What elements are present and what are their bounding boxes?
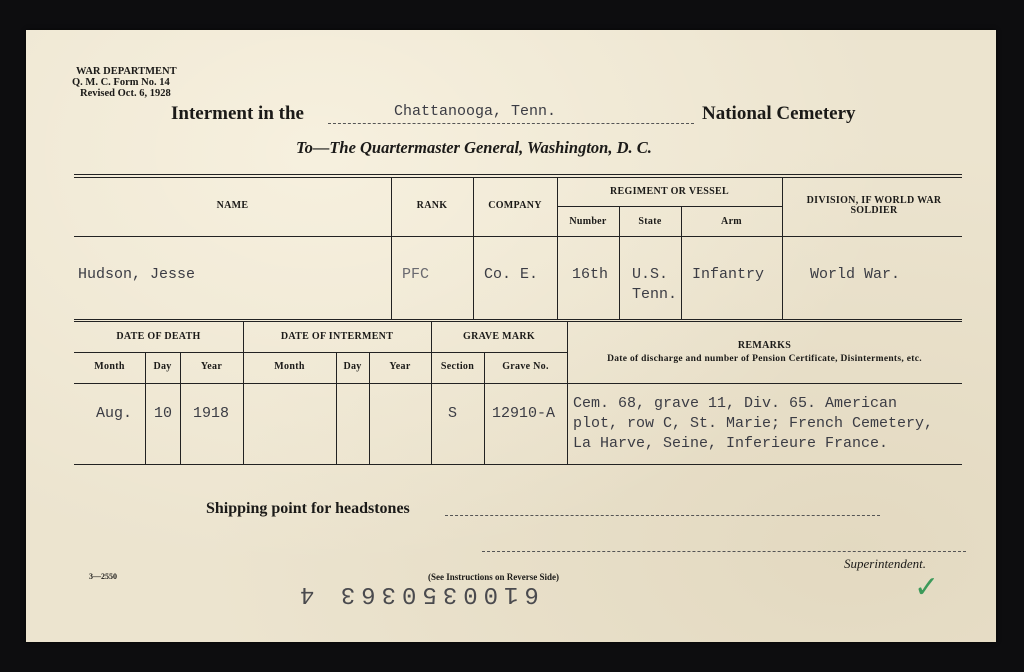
- top-table-border-top2: [74, 177, 962, 178]
- title-suffix: National Cemetery: [702, 103, 856, 124]
- regiment-subheader-divider: [557, 206, 782, 207]
- form-header: [72, 66, 177, 99]
- header-grave-no: Grave No.: [502, 361, 549, 372]
- bottom-subheader-divider: [74, 352, 567, 353]
- value-death-year: 1918: [193, 405, 230, 422]
- value-death-day: 10: [154, 405, 173, 422]
- instructions-note: (See Instructions on Reverse Side): [428, 572, 559, 582]
- superintendent-dotted-line: [482, 551, 966, 552]
- cemetery-dotted-line: [328, 123, 694, 124]
- superintendent-label: Superintendent.: [844, 556, 926, 571]
- value-section: S: [448, 405, 458, 422]
- value-death-month: Aug.: [96, 405, 133, 422]
- value-name: Hudson, Jesse: [78, 266, 196, 283]
- header-company: COMPANY: [488, 200, 542, 211]
- header-arm: Arm: [721, 216, 742, 227]
- header-remarks: REMARKS: [737, 340, 792, 351]
- value-state-line2: Tenn.: [632, 286, 678, 303]
- value-arm: Infantry: [692, 266, 765, 283]
- top-table-border-top: [74, 174, 962, 175]
- form-header-line1: WAR DEPARTMENT: [76, 66, 177, 77]
- col-divider-regiment: [557, 177, 558, 319]
- header-number: Number: [569, 216, 607, 227]
- col-divider-division: [782, 177, 783, 319]
- value-grave-no: 12910-A: [492, 405, 556, 422]
- shipping-dotted-line: [445, 515, 880, 516]
- form-header-line2: Q. M. C. Form No. 14: [72, 77, 170, 88]
- top-table-border-bottom: [74, 319, 962, 320]
- col-divider-grave-mark: [431, 321, 432, 464]
- bottom-table-border-bottom: [74, 464, 962, 465]
- form-header-line3: Revised Oct. 6, 1928: [80, 88, 171, 99]
- title-prefix: Interment in the: [171, 103, 304, 124]
- value-remarks-line2: plot, row C, St. Marie; French Cemetery,: [573, 415, 934, 432]
- value-number: 16th: [572, 266, 609, 283]
- header-division: DIVISION, IF WORLD WAR SOLDIER: [806, 195, 942, 216]
- header-death-day: Day: [153, 361, 172, 372]
- header-state: State: [638, 216, 662, 227]
- header-section: Section: [440, 361, 475, 372]
- header-date-of-interment: DATE OF INTERMENT: [280, 331, 394, 342]
- checkmark-icon: ✓: [914, 570, 940, 605]
- col-divider-rank: [391, 177, 392, 319]
- cemetery-name: Chattanooga, Tenn.: [394, 103, 557, 120]
- value-company: Co. E.: [484, 266, 539, 283]
- header-interment-year: Year: [389, 361, 411, 372]
- col-divider-company: [473, 177, 474, 319]
- header-interment-month: Month: [274, 361, 305, 372]
- header-remarks-sub: Date of discharge and number of Pension Certificate, Disinterments, etc.: [607, 354, 922, 364]
- subtitle: To—The Quartermaster General, Washington, D. C.: [296, 138, 652, 157]
- header-name: NAME: [216, 200, 249, 211]
- header-death-month: Month: [94, 361, 125, 372]
- value-division: World War.: [810, 266, 901, 283]
- value-remarks-line3: La Harve, Seine, Inferieure France.: [573, 435, 889, 452]
- header-death-year: Year: [200, 361, 223, 372]
- bottom-header-divider: [74, 383, 962, 384]
- header-date-of-death: DATE OF DEATH: [116, 331, 201, 342]
- value-remarks-line1: Cem. 68, grave 11, Div. 65. American: [573, 395, 898, 412]
- shipping-label: Shipping point for headstones: [206, 500, 410, 517]
- value-state-line1: U.S.: [632, 266, 669, 283]
- header-rank: RANK: [416, 200, 448, 211]
- col-divider-interment: [243, 321, 244, 464]
- top-table-header-divider: [74, 236, 962, 237]
- value-rank: PFC: [402, 266, 430, 283]
- bottom-table-border-top: [74, 321, 962, 322]
- header-regiment: REGIMENT OR VESSEL: [610, 186, 729, 197]
- interment-card: [26, 30, 996, 642]
- header-interment-day: Day: [343, 361, 362, 372]
- header-grave-mark: GRAVE MARK: [463, 331, 535, 342]
- stamped-number: 6100350363 4: [294, 580, 539, 607]
- form-code: 3—2550: [89, 572, 117, 581]
